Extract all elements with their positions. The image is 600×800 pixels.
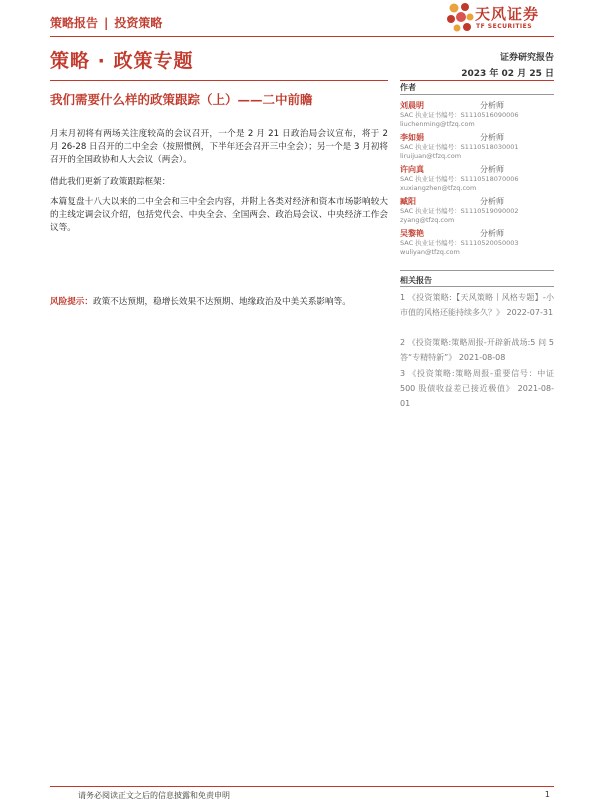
header-divider (50, 36, 554, 37)
author-name: 刘晨明 (400, 101, 424, 110)
author-email: liruijuan@tfzq.com (400, 152, 462, 160)
related-report-item[interactable]: 2 《投资策略:策略周报-开辟新战场:5 问 5 答“专精特新”》 2021-08-08 (400, 338, 554, 362)
report-subtitle: 我们需要什么样的政策跟踪（上）——二中前瞻 (50, 92, 313, 107)
body-paragraph-2: 借此我们更新了政策跟踪框架： (50, 177, 171, 187)
logo-name-en: TF SECURITIES (476, 23, 533, 30)
header-subcategory-label: 投资策略 (114, 16, 163, 30)
header-category (50, 14, 162, 31)
footer-disclaimer: 请务必阅读正文之后的信息披露和免责申明 (78, 791, 230, 800)
author-sac: SAC 执业证书编号：S1110518030001 (400, 143, 519, 151)
risk-warning-text: 政策不达预期，稳增长效果不达预期、地缘政治及中美关系影响等。 (92, 297, 351, 307)
author-role: 分析师 (480, 229, 504, 238)
footer-divider (50, 786, 554, 787)
body-paragraph-3: 本篇复盘十八大以来的二中全会和三中全会内容，并附上各类对经济和资本市场影响较大的主线定调会议介绍，包括党代会、中央全会、全国两会、政治局会议、中央经济工作会议等。 (50, 197, 388, 233)
author-sac: SAC 执业证书编号：S1110519090002 (400, 207, 519, 215)
author-email: zyang@tfzq.com (400, 216, 455, 224)
page-number: 1 (544, 790, 550, 799)
related-heading: 相关报告 (400, 276, 432, 285)
author-name: 臧阳 (400, 197, 416, 206)
related-report-item[interactable]: 1 《投资策略:【天风策略丨风格专题】-小市值的风格还能持续多久？》 2022-07-31 (400, 293, 554, 317)
report-type: 证券研究报告 (499, 53, 554, 63)
author-sac: SAC 执业证书编号：S1110520050003 (400, 239, 519, 247)
company-logo (445, 2, 555, 36)
author-sac: SAC 执业证书编号：S1110518070006 (400, 175, 519, 183)
related-top-divider (400, 270, 554, 271)
header-separator: | (104, 16, 109, 30)
author-role: 分析师 (480, 197, 504, 206)
authors-divider (400, 94, 554, 95)
author-email: xuxiangzhen@tfzq.com (400, 184, 477, 192)
author-entry (400, 228, 554, 257)
logo-mark-icon (445, 2, 475, 32)
author-sac: SAC 执业证书编号：S1110516090006 (400, 111, 519, 119)
author-entry (400, 164, 554, 193)
author-role: 分析师 (480, 101, 504, 110)
author-email: wuliyan@tfzq.com (400, 248, 460, 256)
logo-name-cn: 天风证券 (475, 5, 540, 23)
author-email: liuchenming@tfzq.com (400, 120, 475, 128)
related-report-item[interactable]: 3 《投资策略:策略周报-重要信号：中证 500 股债收益差已接近极值》 2021-08-01 (400, 369, 554, 408)
sidebar-top-divider (400, 80, 554, 81)
author-name: 李如娟 (400, 133, 424, 142)
author-role: 分析师 (480, 133, 504, 142)
risk-warning-label: 风险提示： (50, 297, 93, 307)
risk-warning (50, 296, 388, 309)
author-entry (400, 100, 554, 129)
authors-heading: 作者 (400, 83, 416, 92)
report-date: 2023 年 02 月 25 日 (461, 69, 554, 79)
related-divider (400, 286, 554, 287)
author-name: 许向真 (400, 165, 424, 174)
author-name: 吴黎艳 (400, 229, 424, 238)
author-entry (400, 196, 554, 225)
body-paragraph-1: 月末月初将有两场关注度较高的会议召开，一个是 2 月 21 日政治局会议宣布，将于 2 月 26-28 日召开的二中全会（按照惯例，下半年还会召开三中全会）；另一个是 3 月初将召开的全国政协和人大会议（两会）。 (50, 129, 388, 165)
page-title: 策略 · 政策专题 (50, 50, 194, 72)
title-divider (50, 80, 388, 81)
header-category-label: 策略报告 (50, 16, 99, 30)
author-entry (400, 132, 554, 161)
author-role: 分析师 (480, 165, 504, 174)
